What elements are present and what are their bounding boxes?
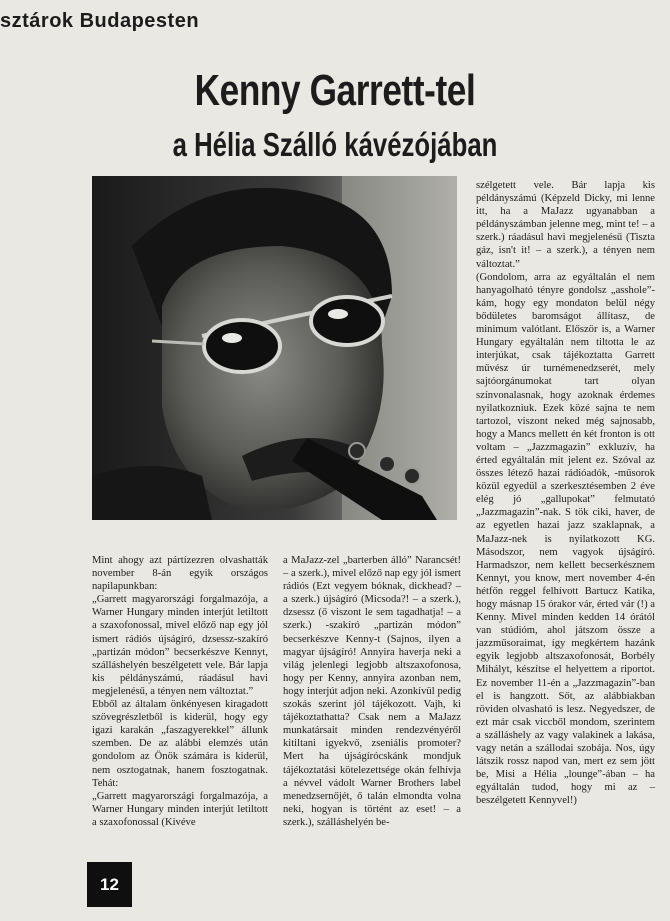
article-column-3: [476, 179, 655, 808]
page-number: 12: [87, 862, 132, 907]
article-subtitle: a Hélia Szálló kávézójában: [172, 126, 498, 163]
column-2-text: a MaJazz-zel „barterben álló” Narancsét! – a szerk.), mivel előző nap egy jól ismert rádiós (Ezt vegyem bóknak, dickhead? – a szerk.) újságíró (Micsoda?! – a szerk.), dzsessz (ő viszont le sem tagadhatja! – a szerk.) -szakíró „partizán módon” becserkészve Kenny-t (Sajnos, ilyen a magyar újságíró! Annyira haverja neki a világ jelenlegi legjobb altszaxofonosa, hogy per Kenny, annyira azonban nem, hogy interjút adjon neki. Azonkívül pedig szokás szerint jól tájékozott. Vajh, ki tájékoztathatta? Csak nem a MaJazz munkatársait minden rendezvényéről kitiltani igyekvő, zseniális promoter? Mert ha újságírócskánk mondjuk tájékoztatási kötelezettsége okán felhívja a névvel vádolt Warner Brothers label menedzsernőjét, ő talán elmondta volna neki, hogyan is történt az eset! – a szerk.), szálláshelyén be-: [283, 555, 461, 828]
section-header: sztárok Budapesten: [0, 10, 200, 32]
saxophonist-photo: [92, 176, 457, 520]
article-column-2: [283, 554, 461, 829]
article-column-1: [92, 554, 268, 829]
article-title: Kenny Garrett-tel: [194, 66, 476, 115]
column-1-text: Mint ahogy azt pártízezren olvashatták november 8-án egyik országos napilapunkban: „Garrett magyarországi forgalmazója, a Warner Hungary minden interjút letiltott a szaxofonossal, mivel előző nap egy jól ismert rádiós újságíró, dzsessz-szakíró „partizán módon” becserkészve Kennyt, szálláshelyén beszélgetett vele. Bár lapja kis példányszámú, ráadásul havi megjelenésű, a tényen nem változtat.” Ebből az általam önkényesen kiragadott szövegrészletből is kiderül, hogy egy igazi karakán „faszagyerekkel” állunk szemben. De az alábbi elemzés után gondolom az Önök számára is kiderül, nem osztogatnak, hanem fosztogatnak. Tehát: „Garrett magyarországi forgalmazója, a Warner Hungary minden interjút letiltott a szaxofonossal (Kivéve: [92, 555, 268, 828]
column-3-text: szélgetett vele. Bár lapja kis példányszámú (Képzeld Dicky, mi lenne itt, ha a MaJazz ugyanabban a példányszámban jelenne meg, mint te! – a szerk.) ráadásul havi megjelenésű (Tiszta gáz, isn't it! – a szerk.), a tényen nem változtat.” (Gondolom, arra az egyáltalán el nem hanyagolható tényre gondolsz „asshole”-kám, hogy egy mondaton belül négy bődületes baromságot állítasz, de minimum valótlant. Először is, a Warner Hungary egyáltalán nem tiltotta le az interjúkat, csak tájékoztatta Garrett művész úr turnémenedzserét, mely sajtóorgánumokat tart olyan színvonalasnak, hogy azoknak érdemes nyilatkozniuk. Ezek közé sajna te nem tartozol, viszont neked még sajnosabb, hogy a Mancs mellett én két fronton is ott voltam – „Jazzmagazin” exkluzív, ha érted egyáltalán mit jelent ez. Szóval az összes létező hazai rádióadók, -műsorok közül egyedül a szerkesztésemben 2 éve elég jó „gallupokat” felmutató „Jazzmagazin”-nak. S tök ciki, haver, de az egyetlen hazai jazz szaklapnak, a MaJazz-nek is nyilatkozott KG. Másodszor, nem vagyok újságíró. Harmadszor, nem kellett becserkésznem Kennyt, you know, mert november 4-én hétfőn reggel felhívott Bartucz Katika, hogy másnap 15 órakor vár, érted vár (!) a Kenny. Mivel minden kedden 14 órától van stúdióm, ahol játszom össze a jazzműsoraimat, így megkértem hazánk egyik legjobb altszaxofonosát, Borbély Mihályt, készítse el helyettem a riportot. Ez november 11-én a „Jazzmagazin”-ban el is hangzott. Sőt, az alábbiakban röviden olvasható is lesz. Negyedszer, de ezt már csak viccből mondom, szerintem a szálláshely az vagy valakinek a lakása, vagy netán a szállodai szobája. Nos, úgy látszik rossz napod van, mert ez sem jött be, Misi a Hélia „lounge”-ában – ha egyáltalán tudod, hogy mi az – beszélgetett Kennyvel!): [476, 180, 655, 807]
